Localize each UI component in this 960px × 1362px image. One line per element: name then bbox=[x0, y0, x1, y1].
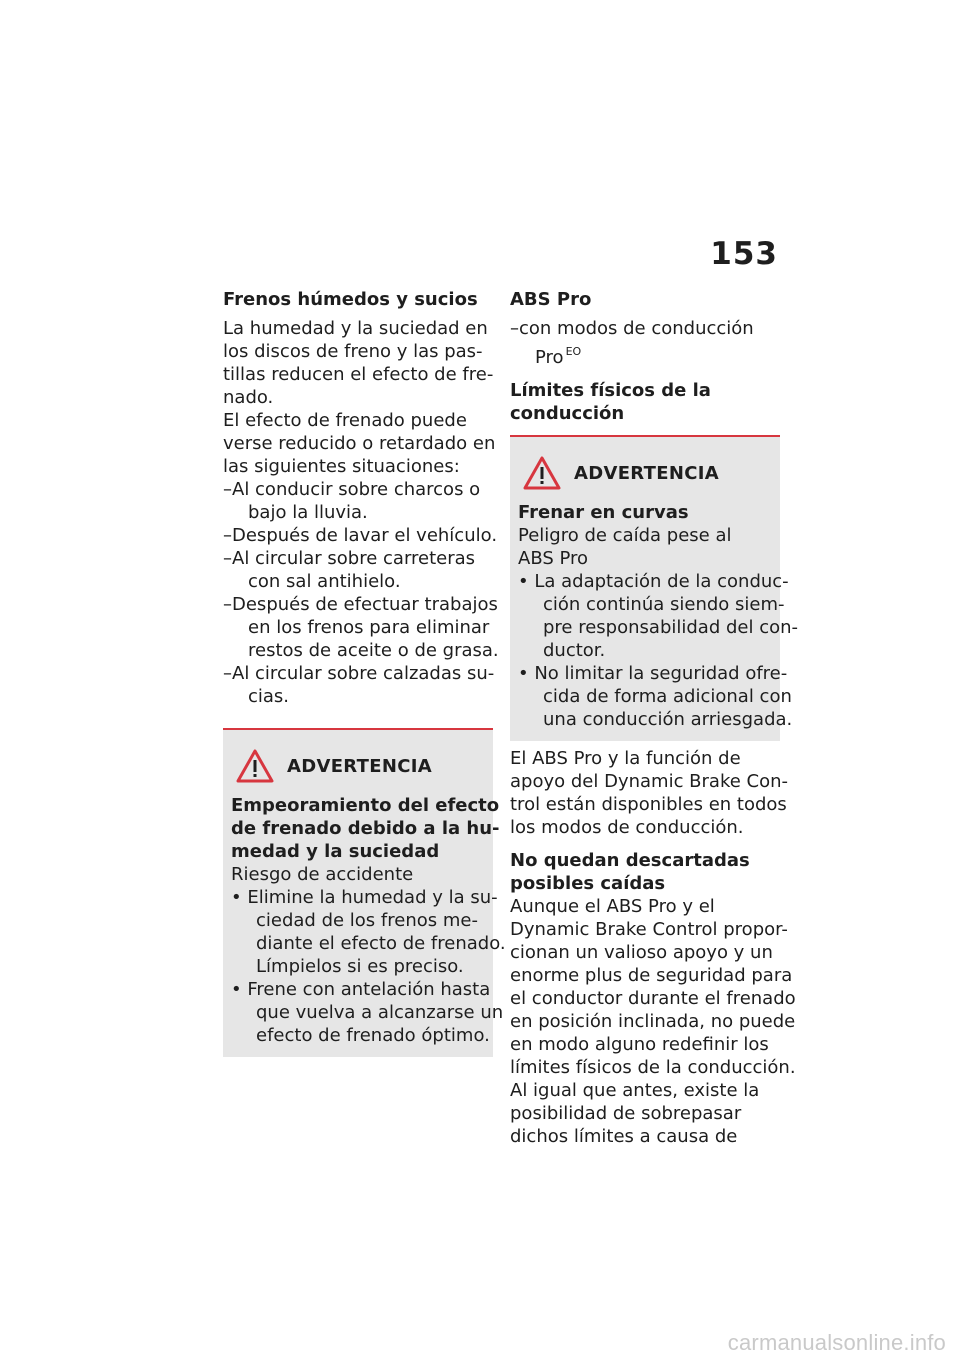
page-number: 153 bbox=[710, 236, 778, 272]
subheading-falls: posibles caídas bbox=[510, 873, 666, 894]
text-line: apoyo del Dynamic Brake Con- bbox=[510, 771, 789, 792]
subheading-physical-limits: Límites físicos de la bbox=[510, 380, 711, 401]
text-line: tillas reducen el efecto de fre- bbox=[223, 364, 494, 385]
warning-bullet: • No limitar la seguridad ofre- bbox=[518, 663, 788, 684]
list-item-continuation: en los frenos para eliminar bbox=[248, 617, 490, 638]
list-item-continuation bbox=[510, 340, 780, 369]
text-line: Dynamic Brake Control propor- bbox=[510, 919, 788, 940]
list-item: –con modos de conducción bbox=[510, 318, 754, 339]
left-column bbox=[223, 288, 506, 1057]
warning-bullet-continuation: pre responsabilidad del con- bbox=[543, 617, 799, 638]
text-line: en modo alguno redefinir los bbox=[510, 1034, 769, 1055]
warning-title: ADVERTENCIA bbox=[574, 462, 719, 484]
pro-text: Pro bbox=[535, 347, 564, 368]
list-item: –Después de efectuar trabajos bbox=[223, 594, 498, 615]
paragraph-humidity bbox=[223, 317, 493, 409]
text-line: trol están disponibles en todos bbox=[510, 794, 787, 815]
warning-risk: ABS Pro bbox=[518, 548, 589, 569]
warning-title: ADVERTENCIA bbox=[287, 755, 432, 777]
warning-bullet: • Elimine la humedad y la su- bbox=[231, 887, 498, 908]
warning-triangle-icon bbox=[235, 748, 275, 784]
warning-header bbox=[522, 451, 772, 495]
warning-bullet: • Frene con antelación hasta bbox=[231, 979, 491, 1000]
warning-box-braking bbox=[223, 728, 506, 1057]
list-item: –Al conducir sobre charcos o bbox=[223, 479, 481, 500]
paragraph-braking-effect bbox=[223, 409, 496, 478]
text-line: enorme plus de seguridad para bbox=[510, 965, 793, 986]
right-column bbox=[510, 288, 799, 1148]
list-item-continuation: con sal antihielo. bbox=[248, 571, 401, 592]
warning-bullet-continuation: una conducción arriesgada. bbox=[543, 709, 793, 730]
paragraph-abs-modes bbox=[510, 747, 789, 839]
warning-bullet-continuation: efecto de frenado óptimo. bbox=[256, 1025, 490, 1046]
text-line: Aunque el ABS Pro y el bbox=[510, 896, 715, 917]
warning-risk: Peligro de caída pese al bbox=[518, 525, 732, 546]
warning-risk: Riesgo de accidente bbox=[231, 864, 414, 885]
paragraph-abs-limits bbox=[510, 895, 796, 1148]
text-line: el conductor durante el frenado bbox=[510, 988, 796, 1009]
text-line: El efecto de frenado puede bbox=[223, 410, 467, 431]
warning-heading: Frenar en curvas bbox=[518, 502, 689, 523]
text-line: verse reducido o retardado en bbox=[223, 433, 496, 454]
warning-bullet-continuation: diante el efecto de frenado. bbox=[256, 933, 506, 954]
section-heading-wet-brakes: Frenos húmedos y sucios bbox=[223, 289, 478, 310]
text-line: las siguientes situaciones: bbox=[223, 456, 460, 477]
subheading-physical-limits: conducción bbox=[510, 403, 625, 424]
list-item: –Al circular sobre carreteras bbox=[223, 548, 476, 569]
warning-header bbox=[235, 744, 485, 788]
list-item-continuation: bajo la lluvia. bbox=[248, 502, 368, 523]
text-line: posibilidad de sobrepasar bbox=[510, 1103, 742, 1124]
warning-bullet-continuation: ciedad de los frenos me- bbox=[256, 910, 478, 931]
text-line: límites físicos de la conducción. bbox=[510, 1057, 796, 1078]
optional-equipment-mark: EO bbox=[565, 345, 582, 358]
warning-triangle-icon bbox=[522, 455, 562, 491]
warning-bullet: • La adaptación de la conduc- bbox=[518, 571, 789, 592]
warning-bullet-continuation: Límpielos si es preciso. bbox=[256, 956, 464, 977]
watermark: carmanualsonline.info bbox=[727, 1330, 946, 1355]
warning-bullet-continuation: ción continúa siendo siem- bbox=[543, 594, 785, 615]
section-heading-abs-pro: ABS Pro bbox=[510, 289, 592, 310]
text-line: en posición inclinada, no puede bbox=[510, 1011, 796, 1032]
list-item-continuation: cias. bbox=[248, 686, 290, 707]
text-line: los modos de conducción. bbox=[510, 817, 744, 838]
text-line: La humedad y la suciedad en bbox=[223, 318, 488, 339]
text-line: cionan un valioso apoyo y un bbox=[510, 942, 773, 963]
warning-box-cornering bbox=[510, 435, 799, 741]
text-line: Al igual que antes, existe la bbox=[510, 1080, 760, 1101]
text-line: nado. bbox=[223, 387, 274, 408]
text-line: El ABS Pro y la función de bbox=[510, 748, 741, 769]
text-line: los discos de freno y las pas- bbox=[223, 341, 483, 362]
warning-bullet-continuation: cida de forma adicional con bbox=[543, 686, 792, 707]
warning-heading: de frenado debido a la hu- bbox=[231, 818, 500, 839]
list-item: –Después de lavar el vehículo. bbox=[223, 525, 498, 546]
warning-heading: Empeoramiento del efecto bbox=[231, 795, 500, 816]
text-line: dichos límites a causa de bbox=[510, 1126, 738, 1147]
situations-list bbox=[223, 478, 499, 708]
warning-bullet-continuation: ductor. bbox=[543, 640, 606, 661]
warning-heading: medad y la suciedad bbox=[231, 841, 440, 862]
subheading-falls: No quedan descartadas bbox=[510, 850, 750, 871]
warning-bullet-continuation: que vuelva a alcanzarse un bbox=[256, 1002, 504, 1023]
list-item-continuation: restos de aceite o de grasa. bbox=[248, 640, 499, 661]
list-item: –Al circular sobre calzadas su- bbox=[223, 663, 495, 684]
